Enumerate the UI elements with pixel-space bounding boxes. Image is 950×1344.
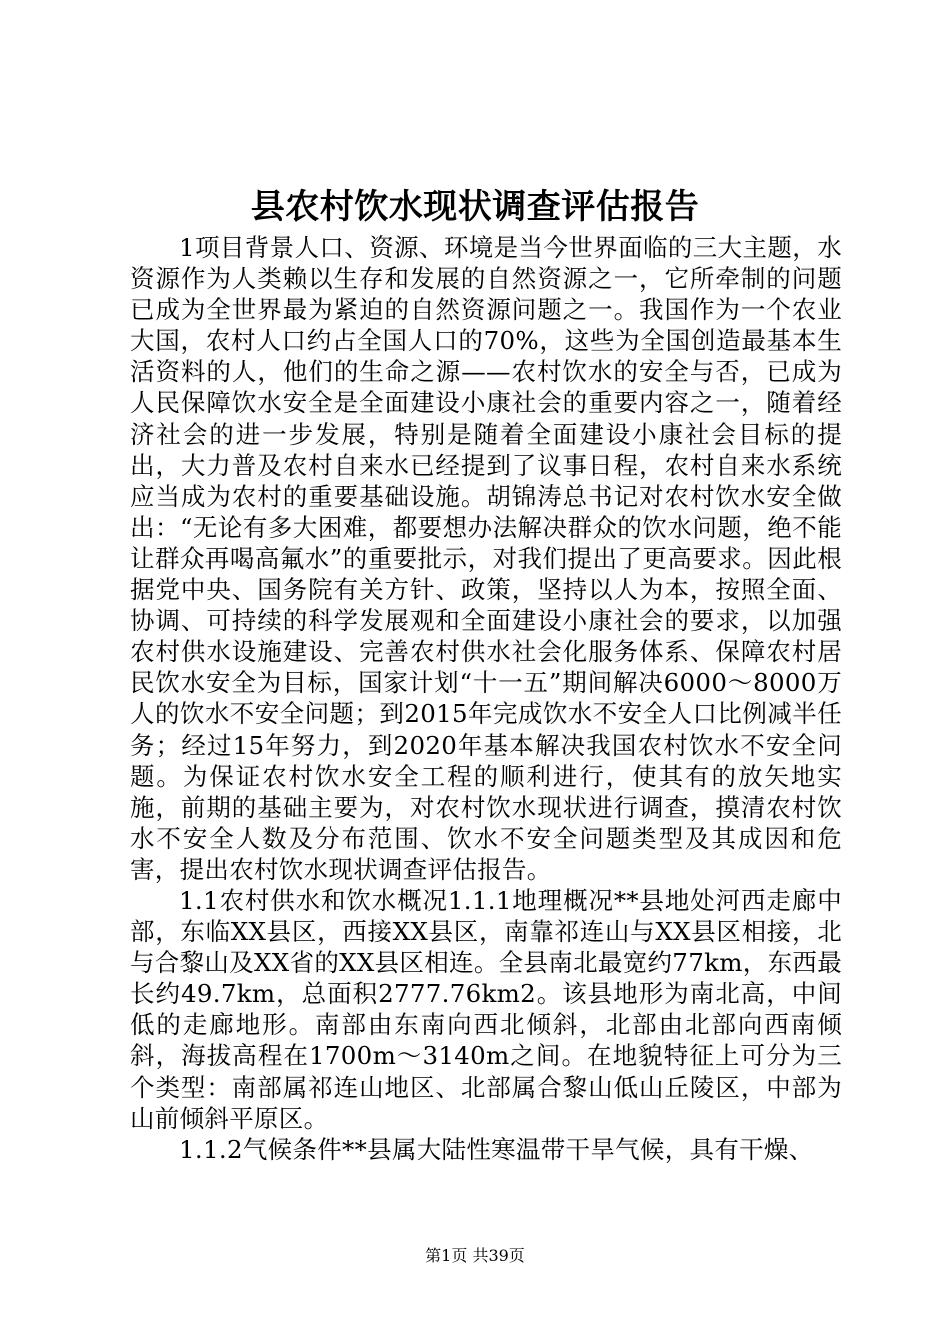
paragraph-geography-overview: 1.1农村供水和饮水概况1.1.1地理概况**县地处河西走廊中部，东临XX县区，西接XX县区，南靠祁连山与XX县区相接，北与合黎山及XX省的XX县区相连。全县南北最宽约77km，东西最长约49.7km，总面积2777.76km2。该县地形为南北高，中间低的走廊地形。南部由东南向西北倾斜，北部由北部向西南倾斜，海拔高程在1700m～3140m之间。在地貌特征上可分为三个类型：南部属祁连山地区、北部属合黎山低山丘陵区，中部为山前倾斜平原区。 — [130, 885, 842, 1133]
page-footer: 第1页 共39页 — [425, 1246, 525, 1265]
paragraph-climate-conditions: 1.1.2气候条件**县属大陆性寒温带干旱气候，具有干燥、 — [179, 1134, 814, 1164]
document-body — [130, 232, 842, 1165]
document-title: 县农村饮水现状调查评估报告 — [250, 187, 700, 227]
paragraph-project-background: 1项目背景人口、资源、环境是当今世界面临的三大主题，水资源作为人类赖以生存和发展的自然资源之一，它所牵制的问题已成为全世界最为紧迫的自然资源问题之一。我国作为一个农业大国，农村人口约占全国人口的70%，这些为全国创造最基本生活资料的人，他们的生命之源——农村饮水的安全与否，已成为人民保障饮水安全是全面建设小康社会的重要内容之一，随着经济社会的进一步发展，特别是随着全面建设小康社会目标的提出，大力普及农村自来水已经提到了议事日程，农村自来水系统应当成为农村的重要基础设施。胡锦涛总书记对农村饮水安全做出：“无论有多大困难，都要想办法解决群众的饮水问题，绝不能让群众再喝高氟水”的重要批示，对我们提出了更高要求。因此根据党中央、国务院有关方针、政策，坚持以人为本，按照全面、协调、可持续的科学发展观和全面建设小康社会的要求，以加强农村供水设施建设、完善农村供水社会化服务体系、保障农村居民饮水安全为目标，国家计划“十一五”期间解决6000～8000万人的饮水不安全问题；到2015年完成饮水不安全人口比例减半任务；经过15年努力，到2020年基本解决我国农村饮水不安全问题。为保证农村饮水安全工程的顺利进行，使其有的放矢地实施，前期的基础主要为，对农村饮水现状进行调查，摸清农村饮水不安全人数及分布范围、饮水不安全问题类型及其成因和危害，提出农村饮水现状调查评估报告。 — [130, 233, 842, 884]
